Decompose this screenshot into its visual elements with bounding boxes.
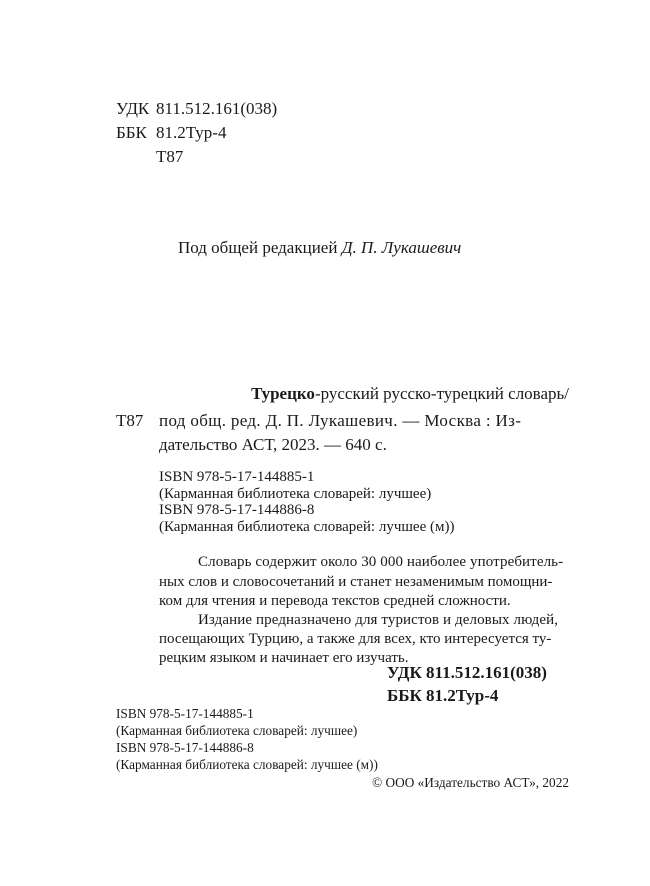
annotation-line-5: посещающих Турцию, а также для всех, кто интересуется ту- xyxy=(159,631,552,647)
editorial-prefix: Под общей редакцией xyxy=(178,238,338,257)
title-bold: Турецко xyxy=(251,384,315,403)
annotation-line-3: ком для чтения и перевода текстов средней сложности. xyxy=(159,593,511,609)
bibliographic-mark: Т87 xyxy=(116,411,144,430)
isbn-series-1: (Карманная библиотека словарей: лучшее) xyxy=(159,486,432,502)
footer-isbn-series-2: (Карманная библиотека словарей: лучшее (м)) xyxy=(116,757,378,772)
udk-bold: УДК 811.512.161(038) xyxy=(387,663,547,682)
bibliographic-line-3: дательство АСТ, 2023. — 640 с. xyxy=(159,435,387,454)
isbn-line-1: ISBN 978-5-17-144885-1 xyxy=(159,469,315,485)
udk-label: УДК xyxy=(116,99,150,118)
isbn-series-2: (Карманная библиотека словарей: лучшее (м)) xyxy=(159,519,455,535)
annotation-line-4: Издание предназначено для туристов и деловых людей, xyxy=(198,612,559,628)
bbk-label: ББК xyxy=(116,123,147,142)
annotation-line-1: Словарь содержит около 30 000 наиболее употребитель- xyxy=(198,554,564,570)
editorial-line xyxy=(178,239,461,256)
footer-isbn-series-1: (Карманная библиотека словарей: лучшее) xyxy=(116,723,358,738)
editor-name: Д. П. Лукашевич xyxy=(341,238,462,257)
bibliographic-line-1 xyxy=(251,385,569,402)
copyright: © ООО «Издательство АСТ», 2022 xyxy=(372,775,569,790)
isbn-line-2: ISBN 978-5-17-144886-8 xyxy=(159,502,315,518)
footer-isbn-line-1: ISBN 978-5-17-144885-1 xyxy=(116,706,254,721)
annotation-line-6: рецким языком и начинает его изучать. xyxy=(159,650,409,666)
author-mark: Т87 xyxy=(156,147,184,166)
title-rest: -русский русско-турецкий словарь/ xyxy=(314,384,569,403)
bbk-code: 81.2Тур-4 xyxy=(156,123,227,142)
annotation-line-2: ных слов и словосочетаний и станет незаменимым помощни- xyxy=(159,574,553,590)
bbk-bold: ББК 81.2Тур-4 xyxy=(387,686,499,705)
footer-isbn-line-2: ISBN 978-5-17-144886-8 xyxy=(116,740,254,755)
udk-code: 811.512.161(038) xyxy=(156,99,278,118)
bibliographic-line-2: под общ. ред. Д. П. Лукашевич. — Москва : Из- xyxy=(159,411,522,430)
